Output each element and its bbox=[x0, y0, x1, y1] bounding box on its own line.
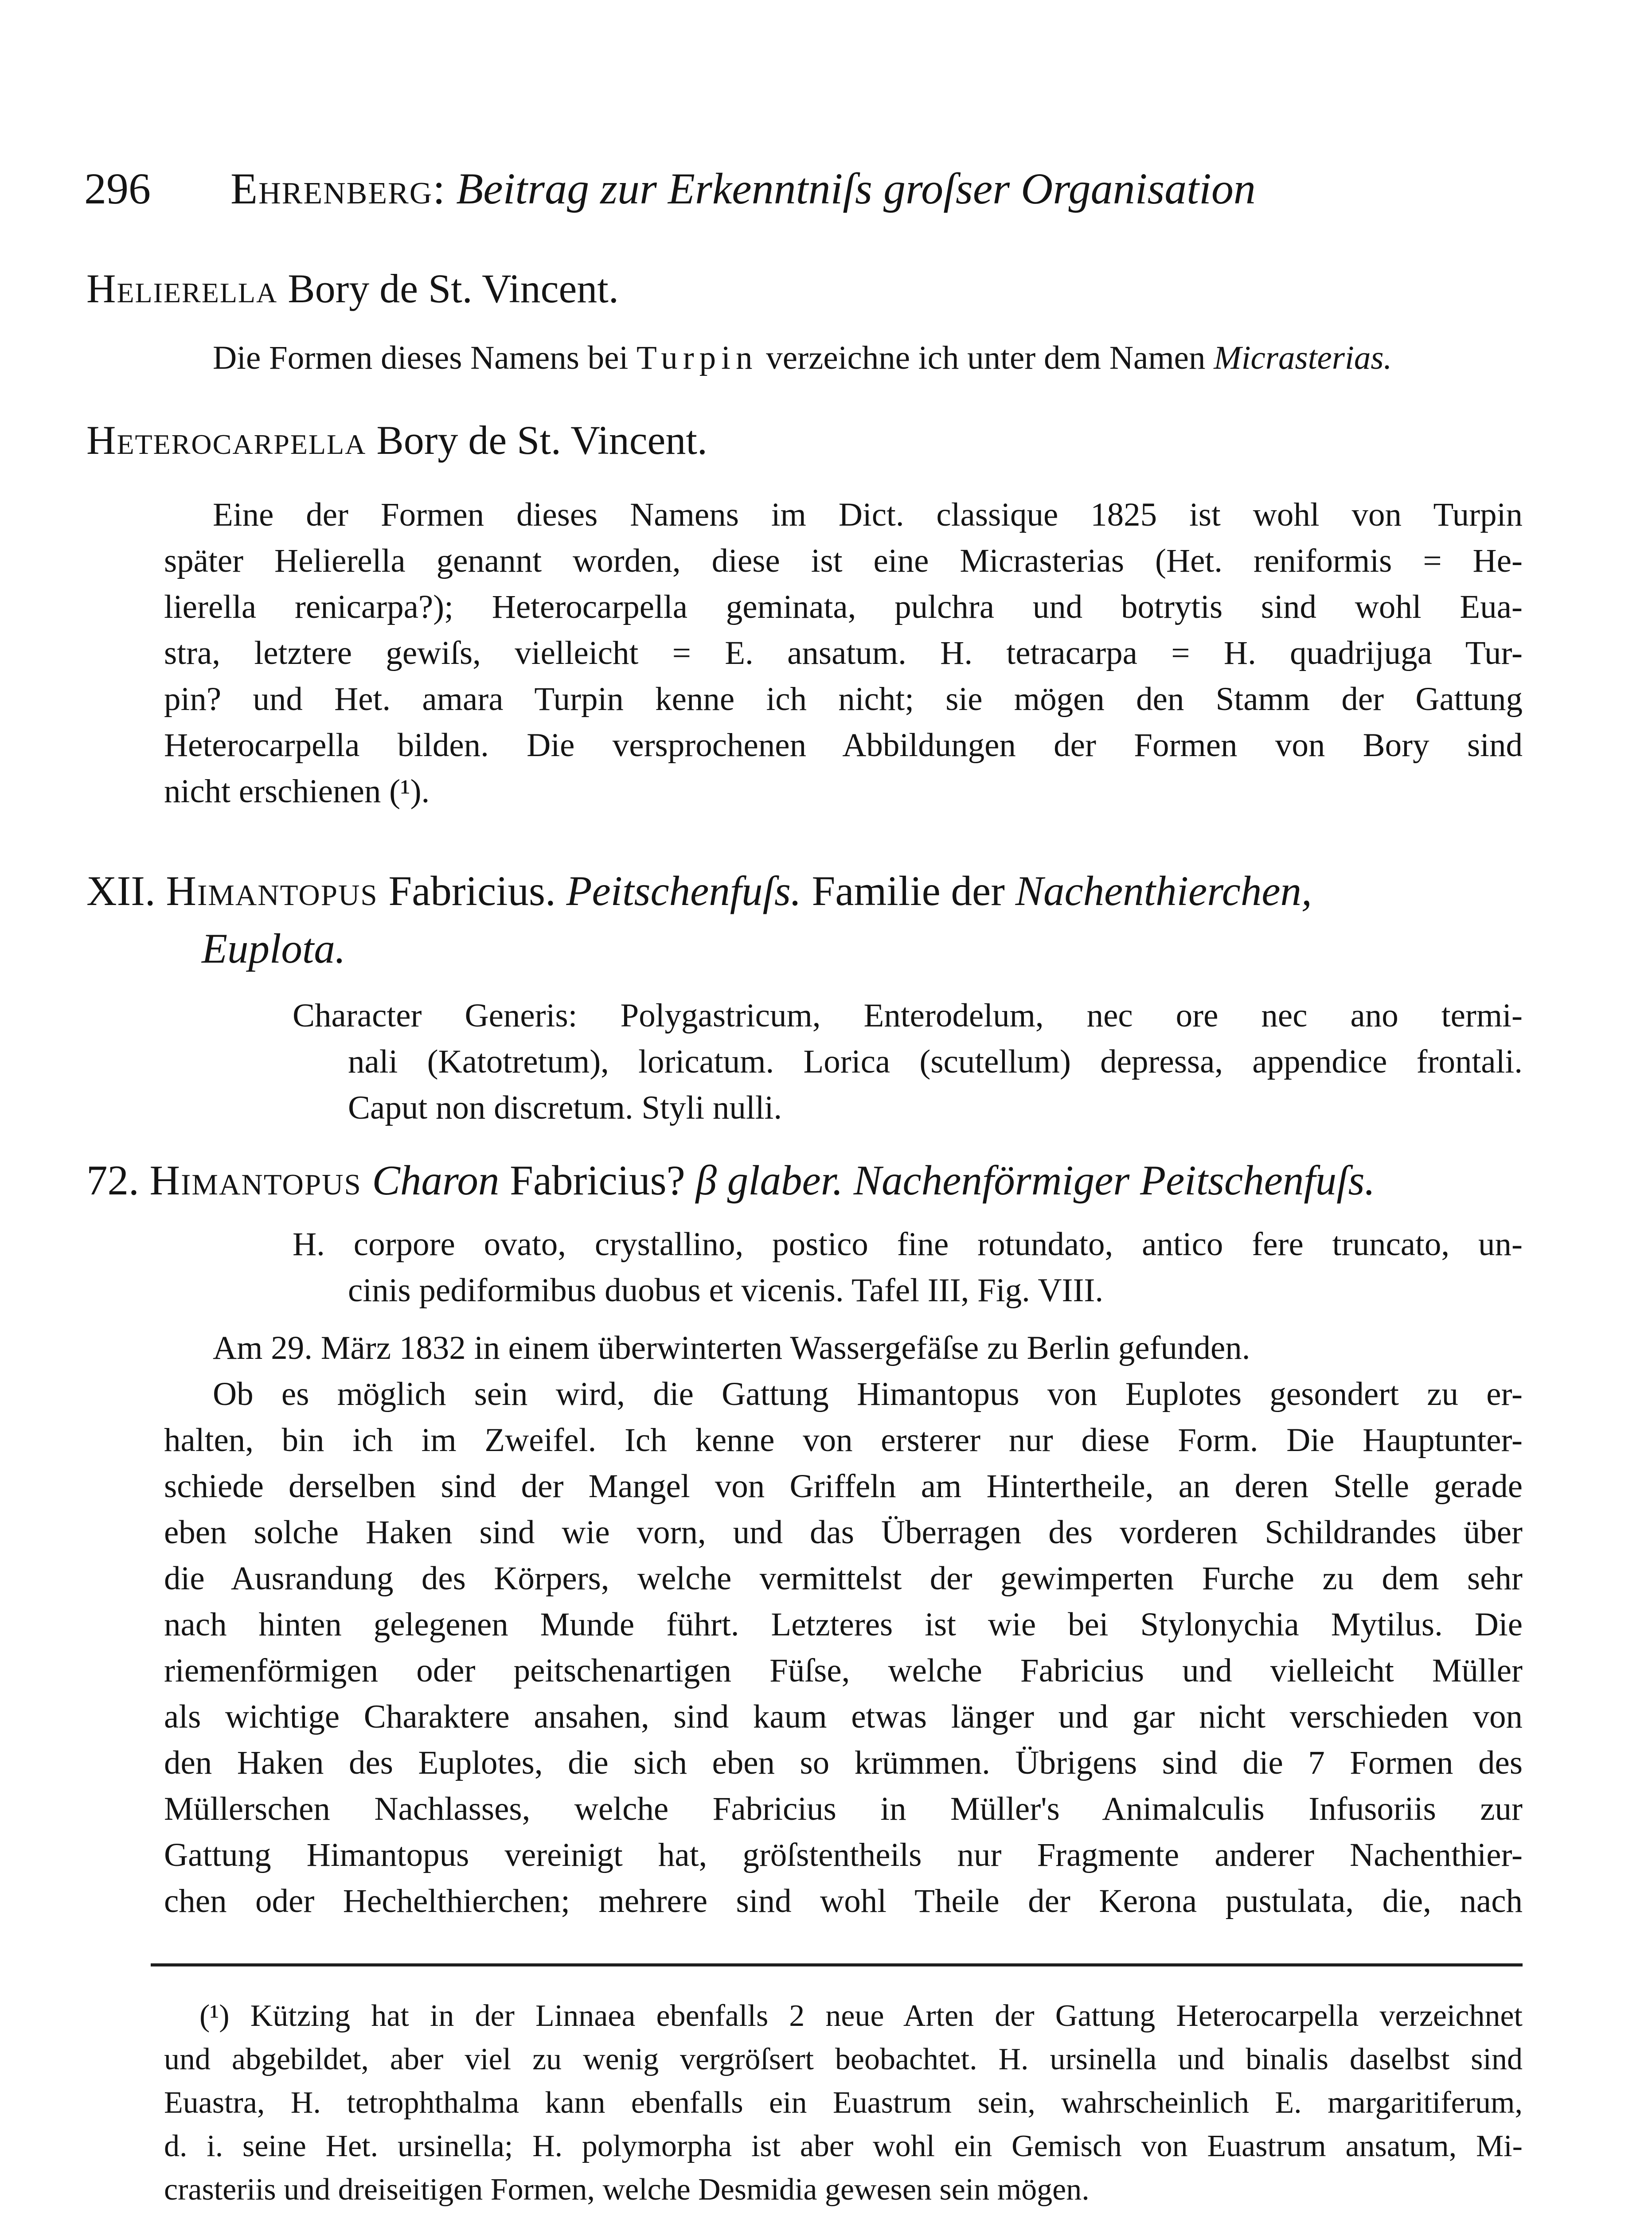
family-latin: Euplota. bbox=[202, 925, 346, 972]
variety-name: β glaber. bbox=[695, 1157, 843, 1204]
heterocarpella-line-4: stra, letztere gewiſs, vielleicht = E. ansatum. H. tetracarpa = H. quadrijuga Tur- bbox=[164, 635, 1523, 671]
helierella-heading bbox=[86, 265, 619, 312]
person-name: Turpin bbox=[637, 339, 758, 376]
diagnosis-line-2: cinis pediformibus duobus et vicenis. Tafel III, Fig. VIII. bbox=[348, 1272, 1104, 1309]
family-name: Nachenthierchen, bbox=[1015, 867, 1312, 914]
body-line-10: den Haken des Euplotes, die sich eben so krümmen. Übrigens sind die 7 Formen des bbox=[164, 1744, 1523, 1781]
body-line-7: nach hinten gelegenen Munde führt. Letzteres ist wie bei Stylonychia Mytilus. Die bbox=[164, 1606, 1523, 1643]
taxon-name: Micrasterias. bbox=[1214, 339, 1392, 376]
body-line-8: riemenförmigen oder peitschenartigen Füſse, welche Fabricius und vielleicht Müller bbox=[164, 1652, 1523, 1689]
text-run: Die Formen dieses Namens bei bbox=[213, 339, 629, 376]
character-line-2: nali (Katotretum), loricatum. Lorica (scutellum) depressa, appendice frontali. bbox=[348, 1043, 1523, 1080]
section-heading bbox=[86, 866, 1312, 915]
genus-name: Heterocarpella bbox=[86, 417, 367, 463]
running-head bbox=[230, 163, 1256, 214]
section-numeral: XII. bbox=[86, 867, 156, 914]
german-name: Nachenförmiger Peitschenfuſs. bbox=[853, 1157, 1375, 1204]
genus-name: Himantopus bbox=[166, 867, 378, 914]
family-label: Familie der bbox=[812, 867, 1005, 914]
body-line-1: Am 29. März 1832 in einem überwinterten Wassergefäſse zu Berlin gefunden. bbox=[213, 1330, 1250, 1366]
running-head-title: Beitrag zur Erkenntniſs groſser Organisation bbox=[456, 164, 1256, 213]
genus-authority: Bory de St. Vincent. bbox=[376, 417, 707, 463]
heterocarpella-line-6: Heterocarpella bilden. Die versprochenen Abbildungen der Formen von Bory sind bbox=[164, 727, 1523, 764]
heterocarpella-line-5: pin? und Het. amara Turpin kenne ich nicht; sie mögen den Stamm der Gattung bbox=[164, 681, 1523, 718]
helierella-text bbox=[213, 335, 1392, 381]
heterocarpella-line-7: nicht erschienen (¹). bbox=[164, 773, 430, 810]
genus-name: Himantopus bbox=[149, 1157, 362, 1204]
genus-authority: Bory de St. Vincent. bbox=[288, 266, 619, 311]
genus-authority: Fabricius. bbox=[388, 867, 556, 914]
body-line-13: chen oder Hechelthierchen; mehrere sind wohl Theile der Kerona pustulata, die, nach bbox=[164, 1883, 1523, 1919]
body-line-6: die Ausrandung des Körpers, welche vermittelst der gewimperten Furche zu dem sehr bbox=[164, 1560, 1523, 1597]
body-line-12: Gattung Himantopus vereinigt hat, gröſstentheils nur Fragmente anderer Nachenthier- bbox=[164, 1837, 1523, 1873]
species-name: Charon bbox=[372, 1157, 500, 1204]
german-name: Peitschenfuſs. bbox=[566, 867, 801, 914]
heterocarpella-line-1: Eine der Formen dieses Namens im Dict. classique 1825 ist wohl von Turpin bbox=[213, 496, 1523, 533]
species-heading bbox=[86, 1156, 1375, 1205]
character-line-1: Character Generis: Polygastricum, Enterodelum, nec ore nec ano termi- bbox=[293, 997, 1523, 1034]
running-head-colon: : bbox=[433, 164, 445, 213]
body-line-5: eben solche Haken sind wie vorn, und das Überragen des vorderen Schildrandes über bbox=[164, 1514, 1523, 1551]
running-head-author: Ehrenberg bbox=[230, 164, 433, 213]
species-number: 72. bbox=[86, 1157, 139, 1204]
body-line-2: Ob es möglich sein wird, die Gattung Himantopus von Euplotes gesondert zu er- bbox=[213, 1376, 1523, 1412]
body-line-9: als wichtige Charaktere ansahen, sind kaum etwas länger und gar nicht verschieden von bbox=[164, 1698, 1523, 1735]
heterocarpella-line-3: lierella renicarpa?); Heterocarpella geminata, pulchra und botrytis sind wohl Eua- bbox=[164, 589, 1523, 625]
footnote-line-3: Euastra, H. tetrophthalma kann ebenfalls ein Euastrum sein, wahrscheinlich E. margaritiferum, bbox=[164, 2086, 1523, 2120]
heterocarpella-heading bbox=[86, 417, 707, 464]
footnote-line-1: (¹) Kützing hat in der Linnaea ebenfalls 2 neue Arten der Gattung Heterocarpella verzeichnet bbox=[199, 1999, 1523, 2033]
body-line-11: Müllerschen Nachlasses, welche Fabricius in Müller's Animalculis Infusoriis zur bbox=[164, 1791, 1523, 1827]
page-number: 296 bbox=[84, 164, 151, 213]
heterocarpella-line-2: später Helierella genannt worden, diese ist eine Micrasterias (Het. reniformis = He- bbox=[164, 542, 1523, 579]
footnote-line-5: crasteriis und dreiseitigen Formen, welche Desmidia gewesen sein mögen. bbox=[164, 2173, 1090, 2207]
footnote-line-2: und abgebildet, aber viel zu wenig vergröſsert beobachtet. H. ursinella und binalis daselbst sind bbox=[164, 2042, 1523, 2076]
footnote-rule bbox=[151, 1963, 1523, 1966]
character-line-3: Caput non discretum. Styli nulli. bbox=[348, 1089, 782, 1126]
diagnosis-line-1: H. corpore ovato, crystallino, postico fine rotundato, antico fere truncato, un- bbox=[293, 1226, 1523, 1263]
species-authority: Fabricius? bbox=[510, 1157, 685, 1204]
body-line-3: halten, bin ich im Zweifel. Ich kenne von ersterer nur diese Form. Die Hauptunter- bbox=[164, 1422, 1523, 1459]
footnote-line-4: d. i. seine Het. ursinella; H. polymorpha ist aber wohl ein Gemisch von Euastrum ansatum, Mi- bbox=[164, 2129, 1523, 2163]
genus-name: Helierella bbox=[86, 266, 278, 311]
text-run: verzeichne ich unter dem Namen bbox=[766, 339, 1206, 376]
body-line-4: schiede derselben sind der Mangel von Griffeln am Hintertheile, an deren Stelle gerade bbox=[164, 1468, 1523, 1505]
